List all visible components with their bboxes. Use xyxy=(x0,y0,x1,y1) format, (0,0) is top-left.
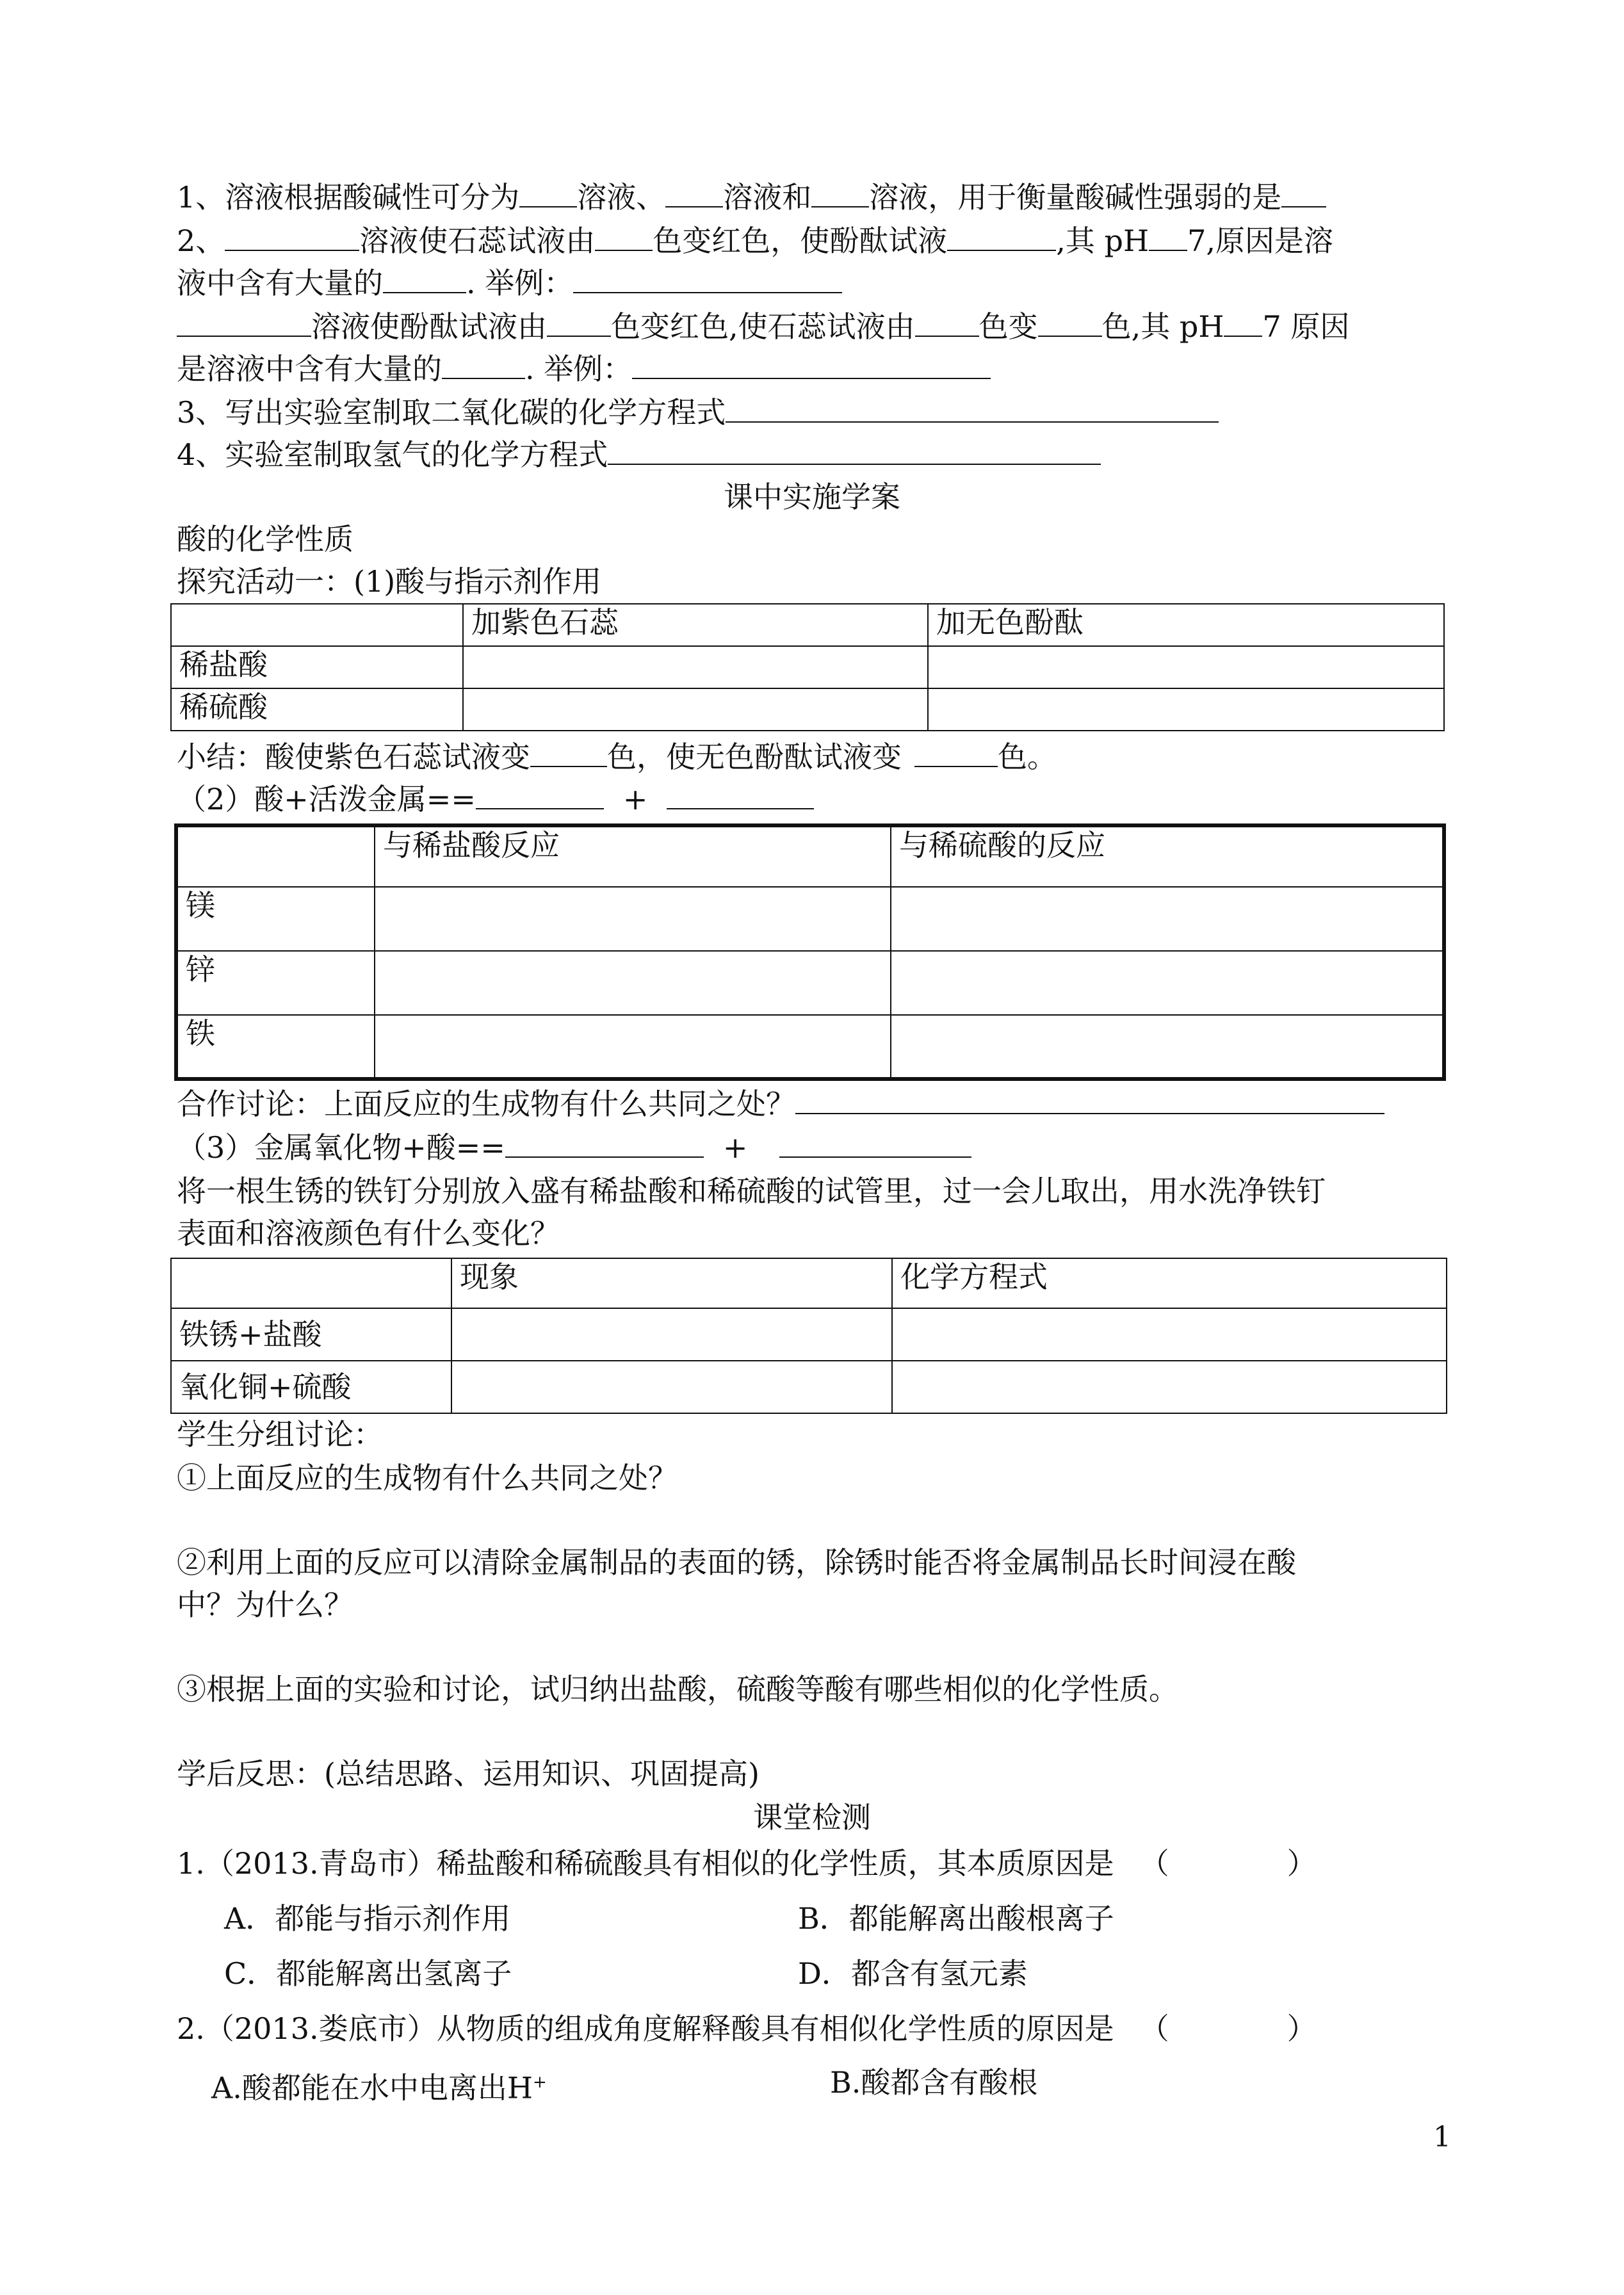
quiz-q1-option-d: D．都含有氢元素 xyxy=(798,1956,1028,1991)
group-q2: ②利用上面的反应可以清除金属制品的表面的锈，除锈时能否将金属制品长时间浸在酸 xyxy=(177,1545,1296,1580)
quiz-q1-option-a: A．都能与指示剂作用 xyxy=(224,1901,511,1936)
table-row-label: 镁 xyxy=(176,887,375,951)
preview-q2-cont: 液中含有大量的 . 举例： xyxy=(177,264,842,302)
preview-q3: 3、写出实验室制取二氧化碳的化学方程式 xyxy=(177,393,1219,432)
group-q2-cont: 中？为什么？ xyxy=(177,1587,353,1622)
preview-q2b-cont: 是溶液中含有大量的 . 举例： xyxy=(177,350,991,388)
lesson-heading: 课中实施学案 xyxy=(724,480,900,514)
part-2: （2）酸+活泼金属== + xyxy=(177,780,814,818)
summary: 小结：酸使紫色石蕊试液变 色，使无色酚酞试液变 色。 xyxy=(177,738,1057,776)
quiz-q2: 2.（2013.娄底市）从物质的组成角度解释酸具有相似化学性质的原因是 （ ） xyxy=(177,2011,1317,2046)
section-title: 酸的化学性质 xyxy=(177,522,353,556)
table-header: 化学方程式 xyxy=(892,1258,1447,1308)
group-q3: ③根据上面的实验和讨论，试归纳出盐酸，硫酸等酸有哪些相似的化学性质。 xyxy=(177,1672,1178,1707)
quiz-q1-option-b: B．都能解离出酸根离子 xyxy=(798,1901,1114,1936)
table-header: 加无色酚酞 xyxy=(928,604,1444,646)
quiz-q1-option-c: C．都能解离出氢离子 xyxy=(224,1956,512,1991)
quiz-q2-option-b: B.酸都含有酸根 xyxy=(830,2065,1038,2100)
part-3: （3）金属氧化物+酸== + xyxy=(177,1128,971,1167)
quiz-q1: 1.（2013.青岛市）稀盐酸和稀硫酸具有相似的化学性质，其本质原因是 （ ） xyxy=(177,1846,1317,1881)
table-row-label: 铁 xyxy=(176,1015,375,1079)
reflection: 学后反思：(总结思路、运用知识、巩固提高) xyxy=(177,1756,759,1791)
table-row-label: 铁锈+盐酸 xyxy=(171,1308,451,1361)
oxide-table xyxy=(170,1258,1447,1414)
table-row-label: 氧化铜+硫酸 xyxy=(171,1361,451,1413)
activity-1: 探究活动一：(1)酸与指示剂作用 xyxy=(177,564,602,599)
group-q1: ①上面反应的生成物有什么共同之处？ xyxy=(177,1461,678,1495)
table-header: 加紫色石蕊 xyxy=(463,604,928,646)
group-discussion: 学生分组讨论： xyxy=(177,1417,383,1452)
table-header: 现象 xyxy=(451,1258,892,1308)
rust-instruction-cont: 表面和溶液颜色有什么变化？ xyxy=(177,1216,560,1251)
preview-q2: 2、 溶液使石蕊试液由 色变红色，使酚酞试液 ,其 pH 7,原因是溶 xyxy=(177,222,1333,260)
table-header: 与稀硫酸的反应 xyxy=(891,825,1444,887)
table-header: 与稀盐酸反应 xyxy=(375,825,891,887)
preview-q2b: 溶液使酚酞试液由 色变红色,使石蕊试液由 色变 色,其 pH 7 原因 xyxy=(177,307,1349,346)
table-row-label: 稀硫酸 xyxy=(171,688,463,731)
table-row-label: 稀盐酸 xyxy=(171,646,463,688)
preview-q1: 1、溶液根据酸碱性可分为 溶液、 溶液和 溶液，用于衡量酸碱性强弱的是 xyxy=(177,178,1326,216)
page-number: 1 xyxy=(1433,2121,1451,2153)
table-cell xyxy=(171,604,463,646)
rust-instruction: 将一根生锈的铁钉分别放入盛有稀盐酸和稀硫酸的试管里，过一会儿取出，用水洗净铁钉 xyxy=(177,1174,1326,1208)
metal-table xyxy=(174,823,1446,1081)
indicator-table xyxy=(170,603,1445,731)
quiz-heading: 课堂检测 xyxy=(753,1800,871,1835)
preview-q4: 4、实验室制取氢气的化学方程式 xyxy=(177,435,1101,474)
discussion: 合作讨论：上面反应的生成物有什么共同之处？ xyxy=(177,1085,1384,1123)
table-row-label: 锌 xyxy=(176,951,375,1015)
quiz-q2-option-a: A.酸都能在水中电离出H+ xyxy=(211,2070,547,2105)
